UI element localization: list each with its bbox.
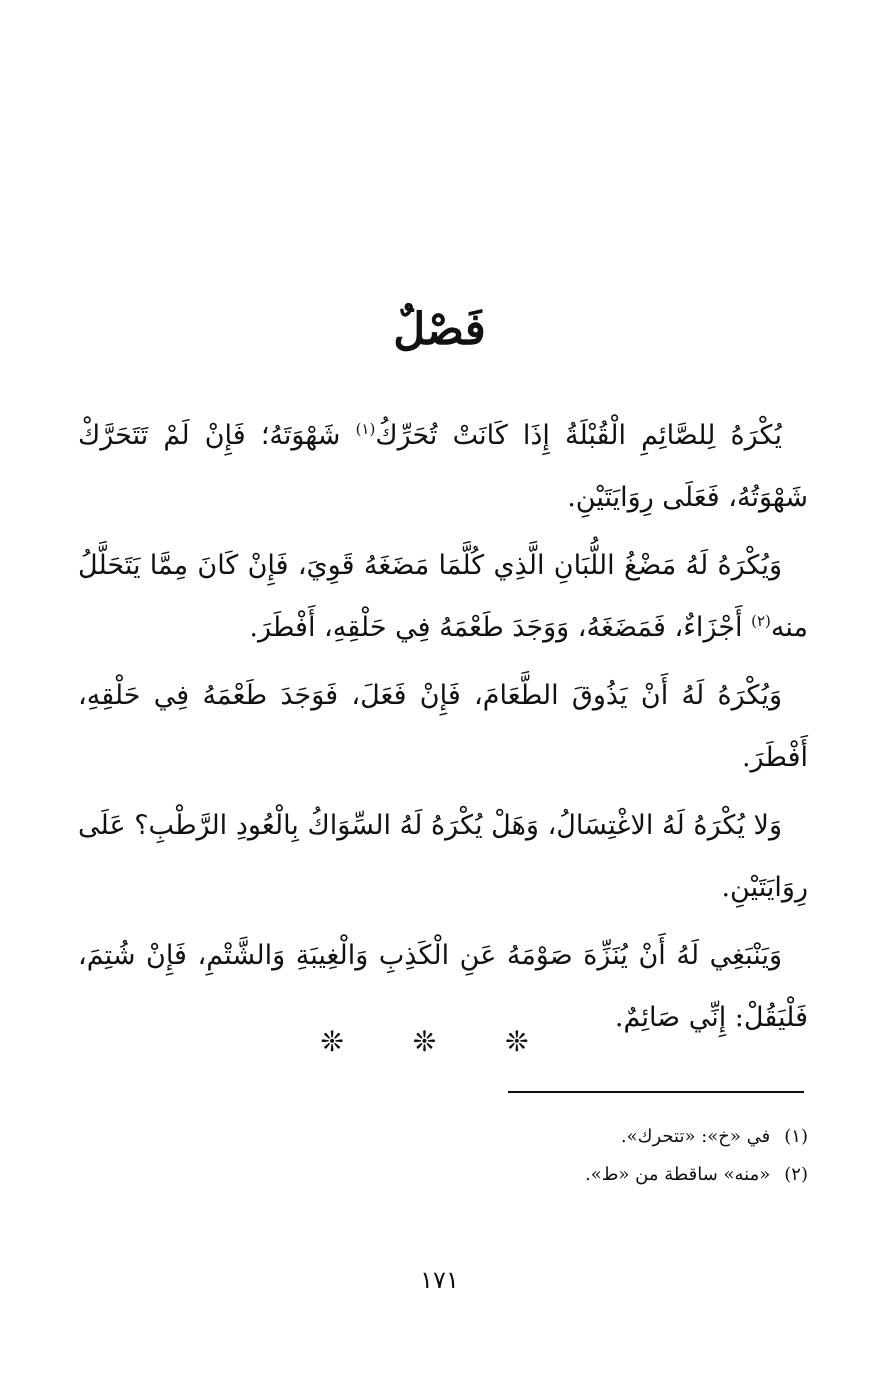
- footnotes: [78, 1118, 808, 1194]
- paragraph-1: [78, 405, 808, 529]
- paragraph-text: شَهْوَتَهُ؛ فَإِنْ لَمْ تَتَحَرَّكْ شَهْوَتُهُ، فَعَلَى رِوَايَتَيْنِ.: [78, 420, 808, 513]
- footnote-1: [78, 1118, 808, 1156]
- footnote-marker-1: (١): [355, 420, 376, 438]
- paragraph-text: وَيَنْبَغِي لَهُ أَنْ يُنَزِّهَ صَوْمَهُ عَنِ الْكَذِبِ وَالْغِيبَةِ وَالشَّتْمِ، فَإِنْ شُتِمَ، فَلْيَقُلْ: إِنِّي صَائِمٌ.: [78, 940, 808, 1033]
- paragraph-text: وَلا يُكْرَهُ لَهُ الاغْتِسَالُ، وَهَلْ يُكْرَهُ لَهُ السِّوَاكُ بِالْعُودِ الرَّطْبِ؟ عَلَى رِوَايَتَيْنِ.: [78, 810, 808, 903]
- footnote-number: (٢): [784, 1164, 808, 1185]
- paragraph-3: [78, 665, 808, 789]
- paragraph-text: أَجْزَاءٌ، فَمَضَغَهُ، وَوَجَدَ طَعْمَهُ فِي حَلْقِهِ، أَفْطَرَ.: [249, 612, 752, 643]
- paragraph-2: [78, 535, 808, 659]
- section-separator: ❊ ❊ ❊: [320, 1025, 559, 1058]
- footnote-number: (١): [784, 1126, 808, 1147]
- paragraph-text: وَيُكْرَهُ لَهُ مَضْغُ اللُّبَانِ الَّذِي كُلَّمَا مَضَغَهُ قَوِيَ، فَإِنْ كَانَ مِمَّا يَتَحَلَّلُ منه: [78, 550, 808, 643]
- paragraph-text: يُكْرَهُ لِلصَّائِمِ الْقُبْلَةُ إِذَا كَانَتْ تُحَرِّكُ: [375, 420, 782, 451]
- footnote-text: «منه» ساقطة من «ط».: [585, 1164, 771, 1185]
- paragraph-4: [78, 795, 808, 919]
- footnote-divider: [508, 1091, 804, 1093]
- footnote-text: في «خ»: «تتحرك».: [620, 1126, 771, 1147]
- footnote-marker-2: (٢): [751, 612, 771, 630]
- section-title: فَصْلٌ: [393, 304, 486, 355]
- main-text: [78, 405, 808, 1055]
- paragraph-text: وَيُكْرَهُ لَهُ أَنْ يَذُوقَ الطَّعَامَ، فَإِنْ فَعَلَ، فَوَجَدَ طَعْمَهُ فِي حَلْقِهِ، أَفْطَرَ.: [78, 680, 808, 773]
- page-number: ١٧١: [420, 1266, 459, 1294]
- footnote-2: [78, 1156, 808, 1194]
